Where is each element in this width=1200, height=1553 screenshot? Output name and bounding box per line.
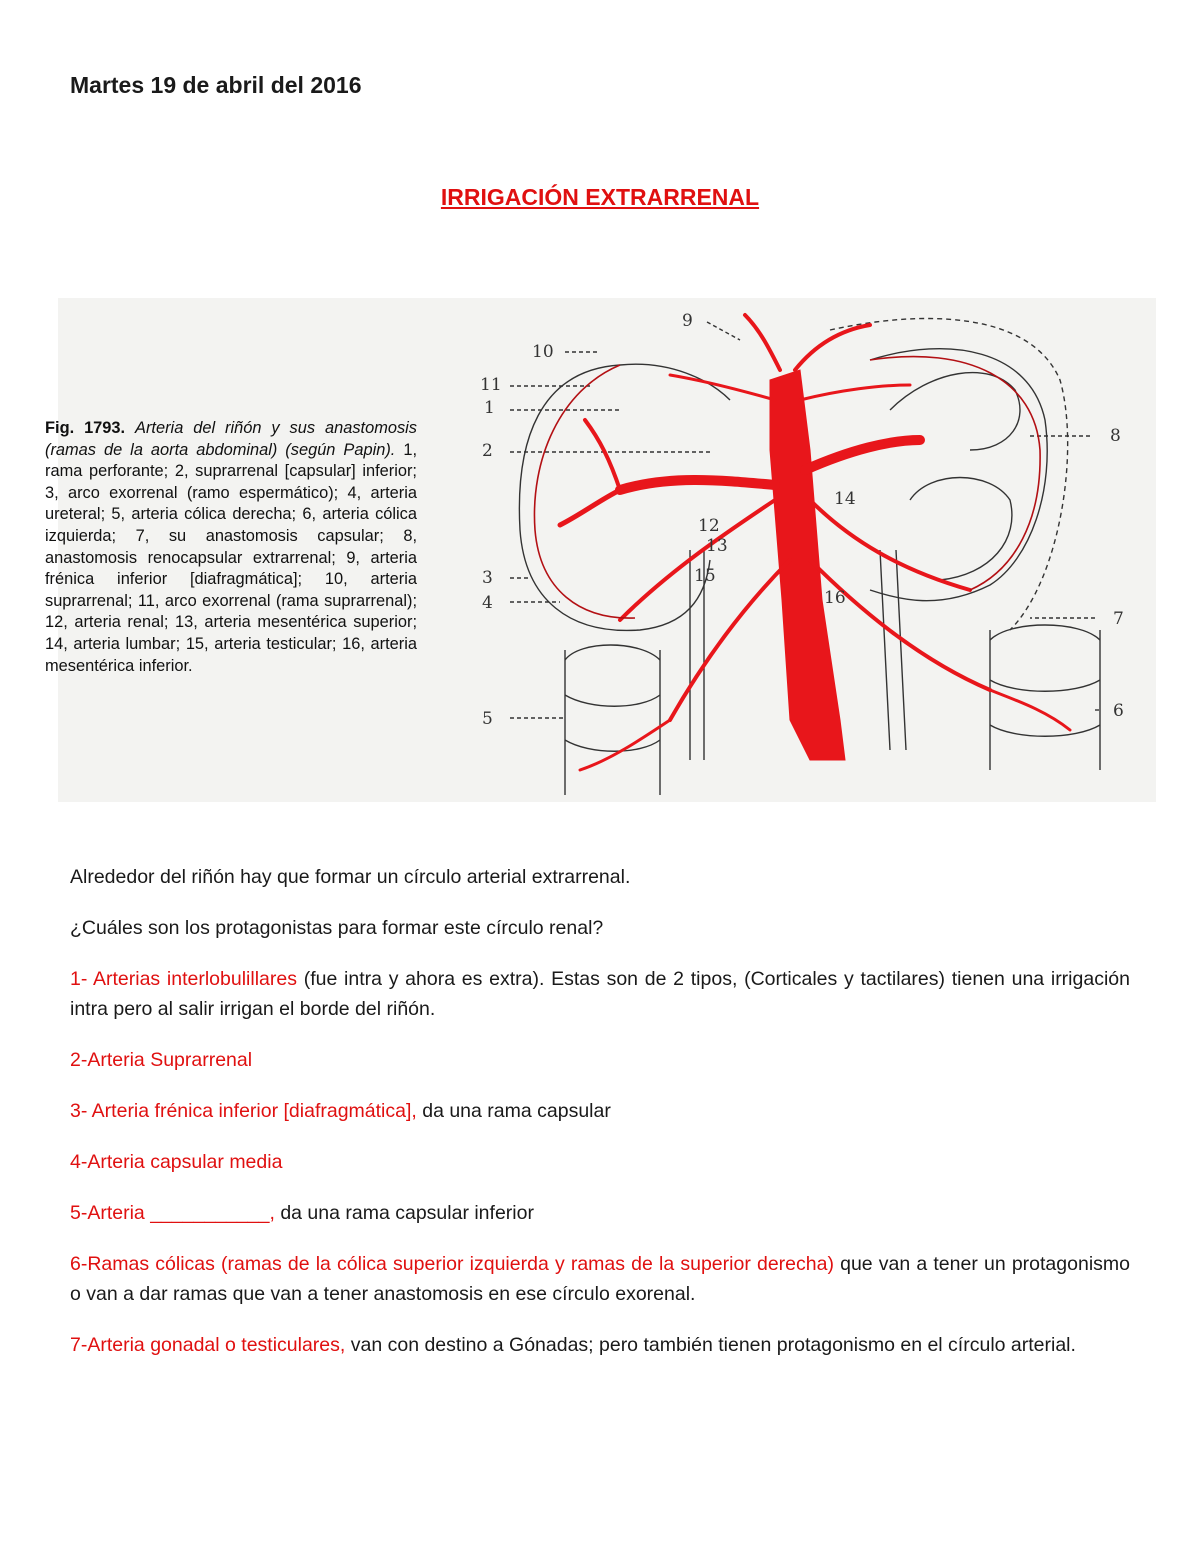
renal-artery-right	[805, 440, 920, 470]
left-kidney-outline	[519, 365, 710, 630]
plain-text: (fue intra y ahora es extra). Estas son de 2 tipos, (Corticales y tactilares) tienen una irrigación intra pero al salir irrigan el borde del riñón.	[70, 968, 1130, 1020]
label-8: 8	[1110, 426, 1121, 446]
label-4: 4	[482, 593, 493, 613]
document-date: Martes 19 de abril del 2016	[70, 72, 362, 98]
highlight-text: 4-Arteria capsular media	[70, 1151, 283, 1173]
label-2: 2	[482, 441, 493, 461]
plain-text: que van a tener un protagonismo o van a dar ramas que van a tener anastomosis en ese círculo exorenal.	[70, 1253, 1130, 1305]
label-15: 15	[694, 566, 716, 586]
label-12: 12	[698, 516, 720, 536]
renal-artery-left	[620, 480, 775, 490]
paragraph: ¿Cuáles son los protagonistas para formar este círculo renal?	[70, 917, 604, 939]
plain-text: da una rama capsular	[416, 1100, 611, 1122]
label-9: 9	[682, 311, 693, 331]
label-6: 6	[1113, 701, 1124, 721]
label-10: 10	[532, 342, 554, 362]
caption-italic: Arteria del riñón y sus anastomosis (ramas de la aorta abdominal) (según Papin).	[45, 419, 417, 459]
highlight-text: 3- Arteria frénica inferior [diafragmática],	[70, 1100, 417, 1122]
highlight-text: 6-Ramas cólicas (ramas de la cólica superior izquierda y ramas de la superior derecha)	[70, 1253, 834, 1275]
label-7: 7	[1113, 609, 1124, 629]
label-11: 11	[480, 375, 502, 395]
highlight-text: 7-Arteria gonadal o testiculares,	[70, 1334, 346, 1356]
paragraph	[70, 1045, 1130, 1075]
figure-caption	[45, 418, 417, 677]
kidney-artery-diagram	[470, 300, 1150, 800]
plain-text: da una rama capsular inferior	[274, 1202, 534, 1224]
highlight-text: 5-Arteria ___________,	[70, 1202, 275, 1224]
paragraph	[70, 1096, 1130, 1126]
paragraph	[70, 1249, 1130, 1309]
body-text	[70, 862, 1130, 1381]
paragraph	[70, 1198, 1130, 1228]
paragraph: Alrededor del riñón hay que formar un círculo arterial extrarrenal.	[70, 866, 631, 888]
paragraph	[70, 1330, 1130, 1360]
highlight-text: 2-Arteria Suprarrenal	[70, 1049, 253, 1071]
label-5: 5	[482, 709, 493, 729]
caption-body: 1, rama perforante; 2, suprarrenal [capsular] inferior; 3, arco exorrenal (ramo espermático); 4, arteria ureteral; 5, arteria cólica derecha; 6, arteria cólica izquierda; 7, su anastomosis capsular; 8, anastomosis renocapsular extrarrenal; 9, arteria frénica inferior [diafragmática]; 10, arteria suprarrenal; 11, arco exorrenal (rama suprarrenal); 12, arteria renal; 13, arteria mesentérica superior; 14, arteria lumbar; 15, arteria testicular; 16, arteria mesentérica inferior.	[45, 440, 417, 675]
highlight-text: 1- Arterias interlobulillares	[70, 968, 297, 990]
plain-text: van con destino a Gónadas; pero también tienen protagonismo en el círculo arterial.	[345, 1334, 1076, 1356]
document-title: IRRIGACIÓN EXTRARRENAL	[440, 184, 760, 210]
label-13: 13	[706, 536, 728, 556]
caption-label: Fig. 1793.	[45, 419, 126, 437]
paragraph	[70, 1147, 1130, 1177]
label-1: 1	[484, 398, 495, 418]
paragraph	[70, 964, 1130, 1024]
label-3: 3	[482, 568, 493, 588]
aorta	[770, 370, 845, 760]
label-16: 16	[824, 588, 846, 608]
label-14: 14	[834, 489, 856, 509]
